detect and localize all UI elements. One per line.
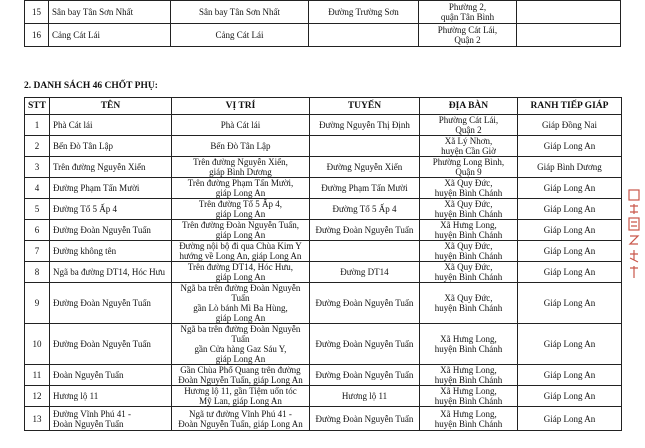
cell-stt: 5	[25, 199, 50, 220]
cell-vitri: Phà Cát lái	[171, 115, 309, 136]
cell-ranh: Giáp Long An	[517, 178, 621, 199]
cell-ranh: Giáp Long An	[517, 407, 621, 431]
table-row	[25, 365, 622, 386]
table-row	[25, 407, 622, 431]
table-row	[25, 283, 622, 324]
cell-stt: 3	[25, 157, 50, 178]
cell-ten: Hương lộ 11	[49, 386, 171, 407]
cell-stt: 6	[25, 220, 50, 241]
cell-ranh: Giáp Bình Dương	[517, 157, 621, 178]
cell-ranh: Giáp Long An	[517, 241, 621, 262]
cell-diaban: Xã Quy Đức, huyện Bình Chánh	[419, 178, 517, 199]
section-heading: 2. DANH SÁCH 46 CHỐT PHỤ:	[24, 81, 158, 91]
cell-ranh: Giáp Long An	[517, 283, 621, 324]
cell-vitri: Ngã ba trên đường Đoàn Nguyễn Tuấn gần Cửa hàng Gaz Sáu Y, giáp Long An	[171, 324, 309, 365]
cell-vitri: Trên đường Nguyễn Xiển, giáp Bình Dương	[171, 157, 309, 178]
cell-stt: 8	[25, 262, 50, 283]
cell-diaban: Xã Quy Đức, huyện Bình Chánh	[419, 283, 517, 324]
cell-ranh	[517, 24, 621, 47]
cell-ranh: Giáp Long An	[517, 136, 621, 157]
cell-ten: Đường Vĩnh Phú 41 - Đoàn Nguyễn Tuấn	[49, 407, 171, 431]
table-row	[25, 1, 621, 24]
cell-vitri: Trên đường Tổ 5 Ấp 4, giáp Long An	[171, 199, 309, 220]
cell-tuyen	[309, 136, 419, 157]
cell-ranh: Giáp Long An	[517, 386, 621, 407]
cell-tuyen: Đường Đoàn Nguyễn Tuấn	[309, 220, 419, 241]
cell-stt: 4	[25, 178, 50, 199]
cell-ten: Bến Đò Tân Lập	[49, 136, 171, 157]
table-row	[25, 178, 622, 199]
cell-diaban: Phường 2, quận Tân Bình	[419, 1, 517, 24]
table-row	[25, 136, 622, 157]
header-diaban: ĐỊA BÀN	[419, 98, 517, 115]
cell-tuyen: Đường Đoàn Nguyễn Tuấn	[309, 324, 419, 365]
cell-ten: Đường Đoàn Nguyễn Tuấn	[49, 220, 171, 241]
table-row	[25, 115, 622, 136]
seal-mark-icon	[627, 188, 641, 280]
cell-ten: Đường Phạm Tấn Mười	[49, 178, 171, 199]
cell-ranh: Giáp Long An	[517, 324, 621, 365]
table-header-row	[25, 98, 622, 115]
cell-vitri: Trên đường Đoàn Nguyễn Tuấn, giáp Long An	[171, 220, 309, 241]
cell-tuyen: Đường Tổ 5 Ấp 4	[309, 199, 419, 220]
cell-vitri: Trên đường Phạm Tấn Mười, giáp Long An	[171, 178, 309, 199]
cell-tuyen	[309, 24, 419, 47]
cell-ten: Trên đường Nguyễn Xiển	[49, 157, 171, 178]
cell-vitri: Gần Chùa Phổ Quang trên đường Đoàn Nguyễn Tuấn, giáp Long An	[171, 365, 309, 386]
cell-diaban: Xã Quy Đức, huyện Bình Chánh	[419, 262, 517, 283]
table-row	[25, 324, 622, 365]
cell-stt: 9	[25, 283, 50, 324]
cell-stt: 2	[25, 136, 50, 157]
cell-ten: Đoàn Nguyễn Tuấn	[49, 365, 171, 386]
cell-tuyen: Đường Phạm Tấn Mười	[309, 178, 419, 199]
cell-stt: 10	[25, 324, 50, 365]
cell-ten: Đường Đoàn Nguyễn Tuấn	[49, 324, 171, 365]
cell-tuyen: Đường Đoàn Nguyễn Tuấn	[309, 407, 419, 431]
cell-diaban: Xã Lý Nhơn, huyện Cần Giờ	[419, 136, 517, 157]
cell-ranh: Giáp Long An	[517, 220, 621, 241]
checkpoint-table	[24, 97, 622, 431]
table-row	[25, 157, 622, 178]
header-vitri: VỊ TRÍ	[171, 98, 309, 115]
top-table-body	[25, 1, 621, 47]
cell-vitri: Đường nội bộ đi qua Chùa Kim Y hướng về Long An, giáp Long An	[171, 241, 309, 262]
cell-stt: 16	[25, 24, 49, 47]
cell-ten: Sân bay Tân Sơn Nhất	[49, 1, 171, 24]
cell-diaban: Xã Quy Đức, huyện Bình Chánh	[419, 199, 517, 220]
red-seal-stamp	[627, 188, 641, 280]
cell-vitri: Hương lộ 11, gần Tiệm uốn tóc Mỹ Lan, giáp Long An	[171, 386, 309, 407]
table-row	[25, 386, 622, 407]
cell-vitri: Sân bay Tân Sơn Nhất	[171, 1, 309, 24]
cell-ranh: Giáp Long An	[517, 365, 621, 386]
cell-diaban: Xã Hưng Long, huyện Bình Chánh	[419, 324, 517, 365]
cell-tuyen	[309, 241, 419, 262]
header-ranh: RANH TIẾP GIÁP	[517, 98, 621, 115]
cell-ten: Đường Đoàn Nguyễn Tuấn	[49, 283, 171, 324]
cell-stt: 13	[25, 407, 50, 431]
cell-diaban: Xã Hưng Long, huyện Bình Chánh	[419, 407, 517, 431]
cell-diaban: Phường Long Bình, Quận 9	[419, 157, 517, 178]
cell-vitri: Trên đường DT14, Hóc Hưu, giáp Long An	[171, 262, 309, 283]
header-stt: STT	[25, 98, 50, 115]
cell-diaban: Xã Hưng Long, huyện Bình Chánh	[419, 220, 517, 241]
table-row	[25, 199, 622, 220]
cell-vitri: Cảng Cát Lái	[171, 24, 309, 47]
cell-ten: Phà Cát lái	[49, 115, 171, 136]
cell-stt: 15	[25, 1, 49, 24]
cell-diaban: Phường Cát Lái, Quận 2	[419, 24, 517, 47]
table-row	[25, 24, 621, 47]
cell-tuyen: Đường Nguyễn Xiển	[309, 157, 419, 178]
cell-ten: Ngã ba đường DT14, Hóc Hưu	[49, 262, 171, 283]
header-tuyen: TUYẾN	[309, 98, 419, 115]
cell-diaban: Xã Hưng Long, huyện Bình Chánh	[419, 365, 517, 386]
cell-vitri: Bến Đò Tân Lập	[171, 136, 309, 157]
checkpoint-table-body	[25, 115, 622, 431]
cell-tuyen: Đường Nguyễn Thị Định	[309, 115, 419, 136]
cell-ranh: Giáp Long An	[517, 199, 621, 220]
table-row	[25, 262, 622, 283]
cell-stt: 7	[25, 241, 50, 262]
cell-diaban: Xã Quy Đức, huyện Bình Chánh	[419, 241, 517, 262]
cell-ten: Cảng Cát Lái	[49, 24, 171, 47]
table-row	[25, 241, 622, 262]
cell-stt: 12	[25, 386, 50, 407]
cell-diaban: Xã Hưng Long, huyện Bình Chánh	[419, 386, 517, 407]
cell-vitri: Ngã ba trên đường Đoàn Nguyễn Tuấn gần Lò bánh Mì Ba Hùng, giáp Long An	[171, 283, 309, 324]
station-table-continued	[24, 0, 621, 47]
header-ten: TÊN	[49, 98, 171, 115]
cell-ranh	[517, 1, 621, 24]
cell-ten: Đường không tên	[49, 241, 171, 262]
cell-ranh: Giáp Long An	[517, 262, 621, 283]
cell-ten: Đường Tổ 5 Ấp 4	[49, 199, 171, 220]
cell-ranh: Giáp Đồng Nai	[517, 115, 621, 136]
cell-tuyen: Đường Trường Sơn	[309, 1, 419, 24]
cell-tuyen: Hương lộ 11	[309, 386, 419, 407]
cell-stt: 1	[25, 115, 50, 136]
cell-tuyen: Đường DT14	[309, 262, 419, 283]
cell-tuyen: Đường Đoàn Nguyễn Tuấn	[309, 365, 419, 386]
cell-stt: 11	[25, 365, 50, 386]
table-row	[25, 220, 622, 241]
cell-tuyen: Đường Đoàn Nguyễn Tuấn	[309, 283, 419, 324]
cell-vitri: Ngã tư đường Vĩnh Phú 41 - Đoàn Nguyễn Tuấn, giáp Long An	[171, 407, 309, 431]
cell-diaban: Phường Cát Lái, Quận 2	[419, 115, 517, 136]
